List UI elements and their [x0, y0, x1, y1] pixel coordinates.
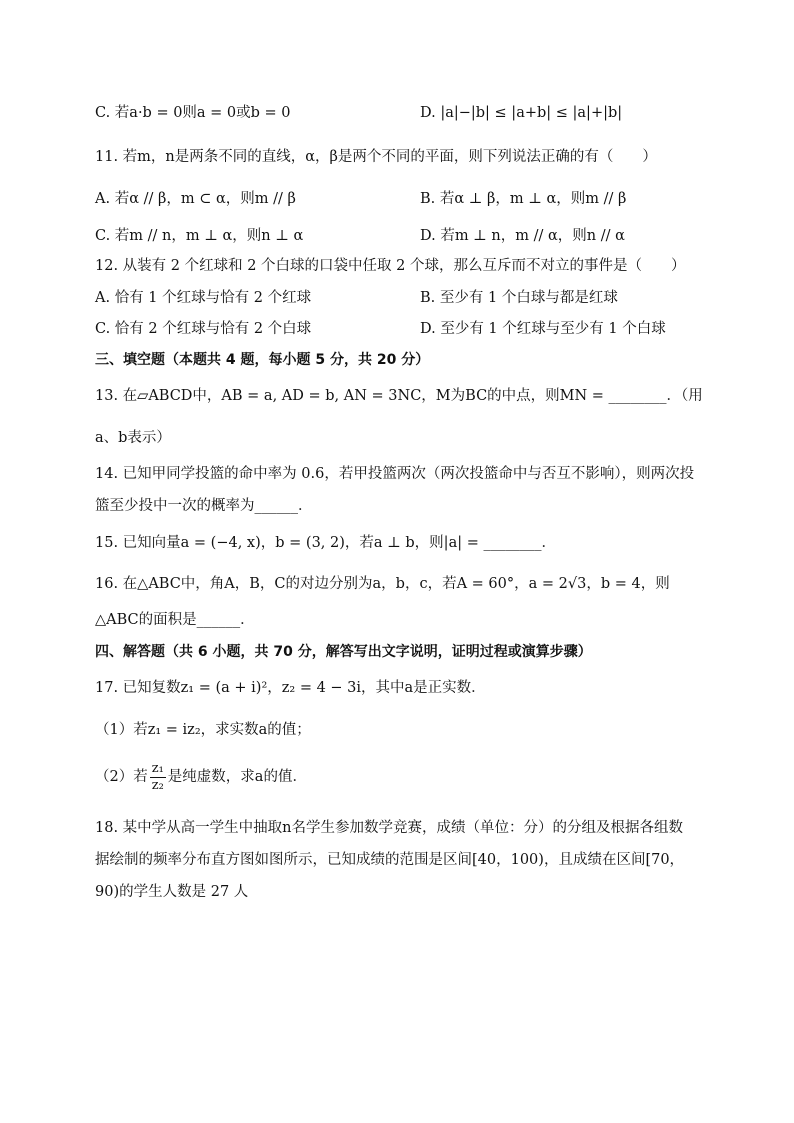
q18-line-2: 据绘制的频率分布直方图如图所示，已知成绩的范围是区间[40，100)，且成绩在区间[70，	[95, 852, 685, 868]
q17-stem: 17. 已知复数z₁ = (a + i)²，z₂ = 4 − 3i，其中a是正实数．	[95, 680, 486, 696]
q11-stem: 11. 若m，n是两条不同的直线，α，β是两个不同的平面，则下列说法正确的有（ ）	[95, 149, 657, 165]
q16-line-2: △ABC的面积是______．	[95, 612, 255, 628]
fraction-denominator: z₂	[151, 777, 164, 793]
q17-part-2-prefix: （2）若	[95, 769, 148, 785]
q13-line-2: a、b表示）	[95, 430, 171, 446]
section-4-heading: 四、解答题（共 6 小题，共 70 分，解答写出文字说明，证明过程或演算步骤）	[95, 644, 592, 660]
q17-part-1: （1）若z₁ = iz₂，求实数a的值；	[95, 722, 311, 738]
q12-option-d: D. 至少有 1 个红球与至少有 1 个白球	[420, 321, 666, 337]
q17-part-2	[95, 760, 307, 794]
q12-option-a: A. 恰有 1 个红球与恰有 2 个红球	[95, 290, 312, 306]
fraction	[150, 761, 166, 794]
fraction-numerator: z₁	[151, 760, 164, 776]
q12-stem: 12. 从装有 2 个红球和 2 个白球的口袋中任取 2 个球，那么互斥而不对立的事件是（ ）	[95, 258, 686, 274]
q12-option-b: B. 至少有 1 个白球与都是红球	[420, 290, 618, 306]
q13-line-1: 13. 在▱ABCD中，AB = a, AD = b, AN = 3NC，M为BC的中点，则MN = ________．（用	[95, 388, 703, 404]
q18-line-3: 90)的学生人数是 27 人	[95, 884, 249, 900]
q15: 15. 已知向量a = (−4, x)，b = (3, 2)，若a ⊥ b，则|a| = ________．	[95, 535, 556, 551]
q17-part-2-suffix: 是纯虚数，求a的值．	[167, 769, 307, 785]
q10-option-d: D. |a|−|b| ≤ |a+b| ≤ |a|+|b|	[420, 105, 623, 121]
q14-line-2: 篮至少投中一次的概率为______．	[95, 498, 313, 514]
q12-option-c: C. 恰有 2 个红球与恰有 2 个白球	[95, 321, 312, 337]
q11-option-c: C. 若m // n，m ⊥ α，则n ⊥ α	[95, 228, 304, 244]
q11-option-d: D. 若m ⊥ n，m // α，则n // α	[420, 228, 625, 244]
q16-line-1: 16. 在△ABC中，角A，B，C的对边分别为a，b，c，若A = 60°，a = 2√3，b = 4，则	[95, 576, 670, 592]
q11-option-a: A. 若α // β，m ⊂ α，则m // β	[95, 191, 296, 207]
q18-line-1: 18. 某中学从高一学生中抽取n名学生参加数学竞赛，成绩（单位：分）的分组及根据各组数	[95, 820, 684, 836]
q10-option-c: C. 若a·b = 0则a = 0或b = 0	[95, 105, 291, 121]
section-3-heading: 三、填空题（本题共 4 题，每小题 5 分，共 20 分）	[95, 352, 430, 368]
q14-line-1: 14. 已知甲同学投篮的命中率为 0.6，若甲投篮两次（两次投篮命中与否互不影响），则两次投	[95, 466, 695, 482]
q11-option-b: B. 若α ⊥ β，m ⊥ α，则m // β	[420, 191, 627, 207]
